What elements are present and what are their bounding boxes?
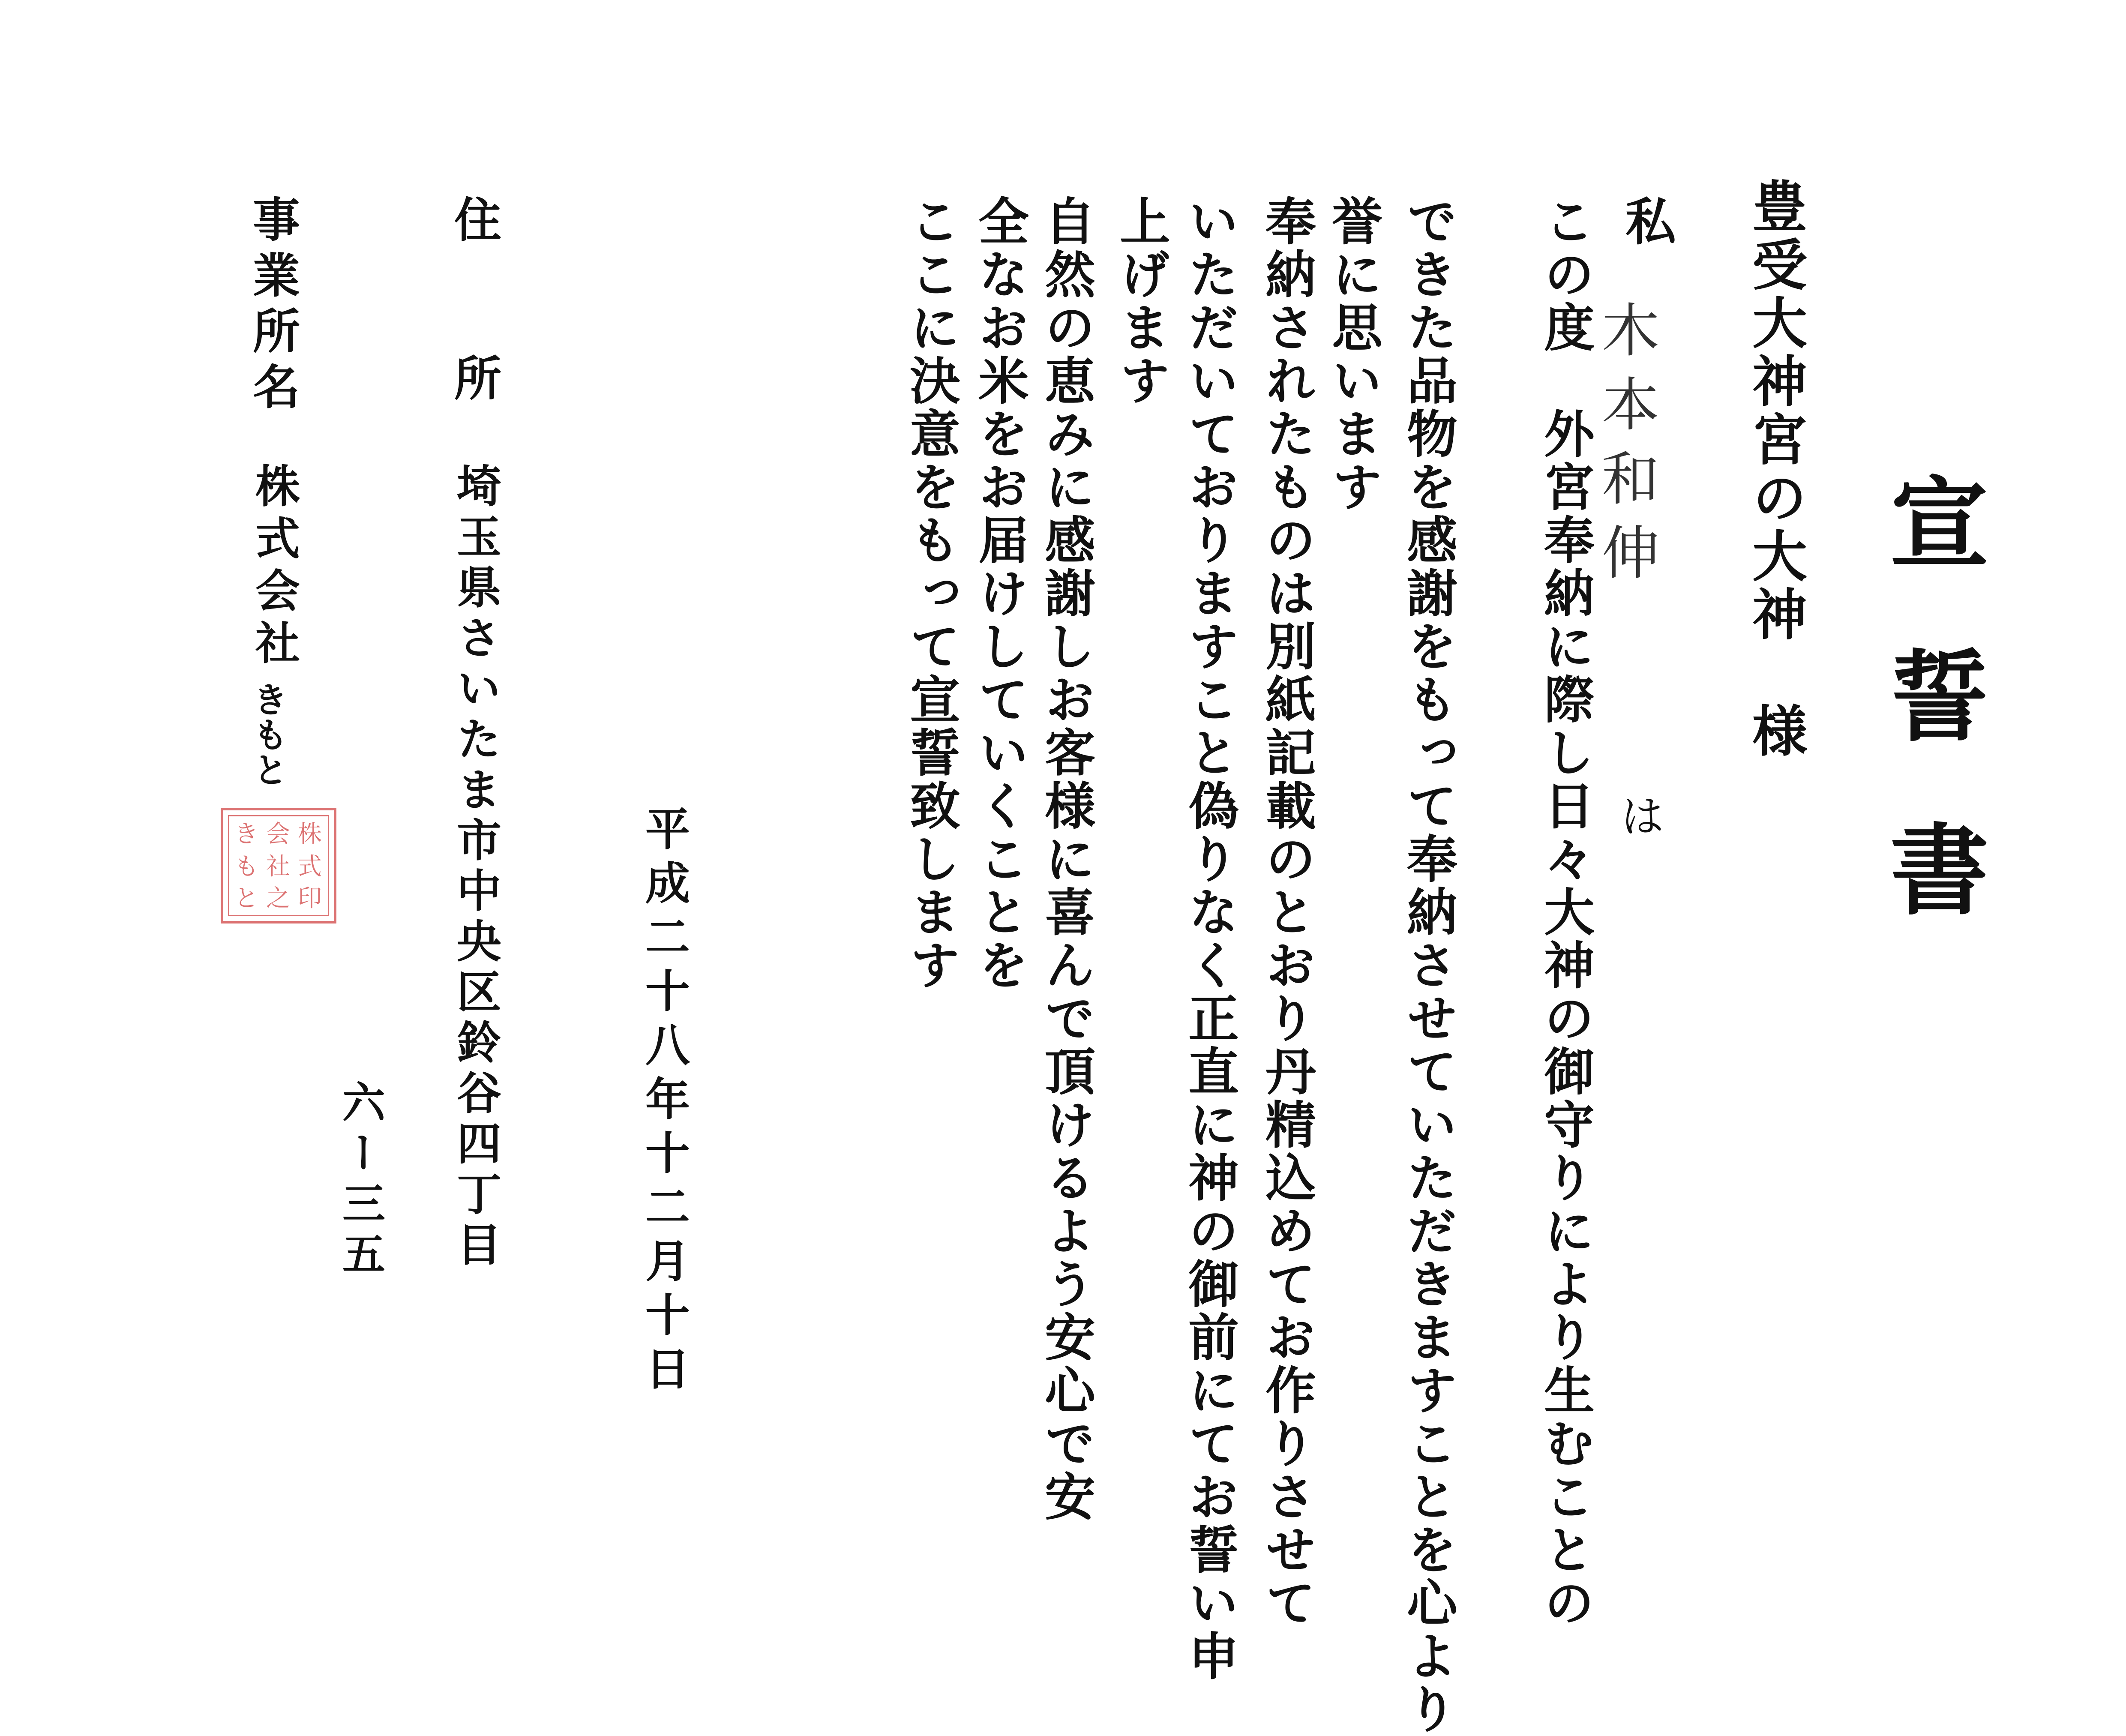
seal-glyph: 会 bbox=[266, 820, 290, 848]
body-line-2: できた品物を感謝をもって奉納させていただきますことを心より bbox=[1398, 195, 1458, 1736]
seal-glyph: き bbox=[234, 820, 258, 848]
address-number: 六ー三五 bbox=[335, 1080, 386, 1282]
seal-glyph: 社 bbox=[266, 853, 290, 881]
seal-glyph: も bbox=[234, 853, 258, 881]
address-label: 住所 bbox=[447, 195, 502, 512]
seal-glyph: 式 bbox=[298, 853, 322, 881]
body-line-7: 自然の恵みに感謝しお客様に喜んで頂けるよう安心で安 bbox=[1036, 195, 1096, 1523]
body-line-6: 上げます bbox=[1111, 195, 1171, 408]
seal-glyph: 之 bbox=[266, 884, 290, 912]
body-line-4: 奉納されたものは別紙記載のとおり丹精込めてお作りさせて bbox=[1257, 195, 1316, 1630]
body-line-3: 誉に思います bbox=[1323, 195, 1383, 514]
seal-glyph: と bbox=[234, 884, 258, 912]
body-line-9: ここに決意をもって宣誓致します bbox=[901, 195, 961, 992]
signer-suffix: は bbox=[1613, 793, 1665, 840]
signer-name-handwritten: 木本和伸 bbox=[1592, 300, 1659, 597]
seal-glyph: 株 bbox=[298, 820, 322, 848]
body-line-1: この度 外宮奉納に際し日々大神の御守りにより生むことの bbox=[1535, 195, 1595, 1630]
address-value: 埼玉県さいたま市中央区鈴谷四丁目 bbox=[449, 463, 502, 1272]
signer-label: 私 bbox=[1617, 195, 1676, 248]
addressee: 豊受大神宮の大神 様 bbox=[1743, 178, 1807, 761]
document-title: 宣誓書 bbox=[1873, 471, 1989, 992]
business-label: 事業所名 bbox=[245, 195, 300, 418]
seal-glyph: 印 bbox=[298, 884, 322, 912]
body-line-5: いただいておりますこと偽りなく正直に神の御前にてお誓い申 bbox=[1180, 195, 1239, 1683]
business-value: 株式会社 bbox=[248, 463, 300, 672]
seal-inner-border bbox=[228, 815, 329, 916]
company-seal-stamp bbox=[221, 808, 336, 923]
business-name-suffix: きもと bbox=[247, 681, 288, 787]
document-date: 平成二十八年十二月十日 bbox=[638, 806, 690, 1400]
body-line-8: 全なお米をお届けしていくことを bbox=[970, 195, 1029, 992]
